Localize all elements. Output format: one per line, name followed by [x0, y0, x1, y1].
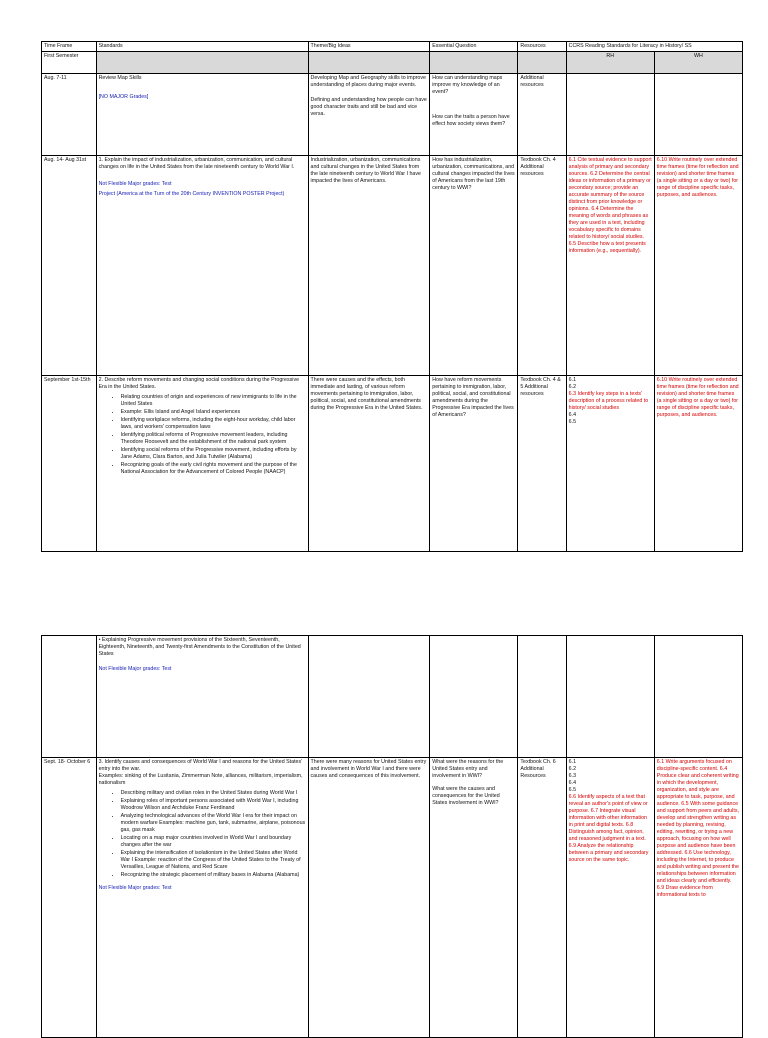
rh-standards-cell: 6.1 Cite textual evidence to support analysis of primary and secondary sources. 6.2 Determine the central ideas or information of a primary or secondary source; provide an accurate summary of the source distinct from prior knowledge or opinions. 6.4 Determine the meaning of words and phrases as they are used in a text, including vocabulary specific to domains related to history/ social studies. 6.5 Describe how a text presents information (e.g., sequentially). [566, 155, 654, 375]
resources-cell: Textbook Ch. 6 Additional Resources [518, 758, 566, 1038]
standard-bullets [99, 394, 306, 476]
header-standards: Standards [96, 42, 308, 52]
eq-text: What were the causes and consequences for the United States involvement in WWI? [432, 785, 500, 806]
standard-bullets [99, 790, 306, 879]
list-item: • Identifying political reforms of Progressive movement leaders, including Theodore Roosevelt and the establishment of the national park system [121, 432, 306, 446]
essential-question-cell [430, 758, 518, 1038]
rh-cell [566, 73, 654, 155]
list-item: • Explaining roles of important persons associated with World War I, including Woodrow Wilson and Archduke Franz Ferdinand [121, 798, 306, 812]
rh-item: 6.1 [568, 376, 577, 383]
eq-text: How can understanding maps improve my knowledge of an event? [432, 74, 503, 95]
essential-question-cell [430, 73, 518, 155]
semester-gray-cell [518, 51, 566, 73]
standard-text: • Explaining Progressive movement provisions of the Sixteenth, Seventeenth, Eighteenth, Nineteenth, and Twenty-first Amendments to the Constitution of the United States [98, 637, 301, 657]
rh-item: 6.4 [568, 411, 577, 418]
time-cell [42, 636, 97, 758]
rh-item: 6.1 [568, 759, 577, 765]
header-theme: Theme/Big Ideas [308, 42, 430, 52]
list-item: • Relating countries of origin and experiences of new immigrants to life in the United States [121, 394, 306, 408]
essential-question-cell [430, 636, 518, 758]
wh-standards-cell: 6.10 Write routinely over extended time frames (time for reflection and revision) and shorter time frames (a single sitting or a day or two) for range of discipline specific tasks, purposes, and audiences. [654, 155, 742, 375]
standards-cell [96, 155, 308, 375]
header-essential-question: Essential Question [430, 42, 518, 52]
wh-standards-cell: 6.1 Write arguments focused on discipline-specific content. 6.4 Produce clear and coherent writing in which the development, organization, and style are appropriate to task, purpose, and audience. 6.5 With some guidance and support from peers and adults, develop and strengthen writing as needed by planning, revising, editing, rewriting, or trying a new approach, focusing on how well purpose and audience have been addressed. 6.6 Use technology, including the Internet, to produce and publish writing and present the relationships between information and ideas clearly and efficiently. 6.9 Draw evidence from informational texts to [654, 758, 742, 1038]
document-page-1 [41, 41, 743, 552]
essential-question-cell: How has industrialization, urbanization, communications, and cultural changes impacted the lives of Americans from the last 19th century to WWI? [430, 155, 518, 375]
list-item: • Example: Ellis Island and Angel Island experiences [121, 409, 306, 416]
header-time-frame: Time Frame [42, 42, 97, 52]
theme-text: Developing Map and Geography skills to improve understanding of places during major events. [310, 74, 426, 88]
table-row [42, 375, 743, 551]
table-row [42, 636, 743, 758]
semester-gray-cell [308, 51, 430, 73]
rh-item: 6.3 [568, 772, 577, 779]
standard-text: 1. Explain the impact of industrialization, urbanization, communication, and cultural changes on life in the United States from the late nineteenth century to World War I. [98, 156, 295, 170]
theme-cell: There were many reasons for United States entry and involvement in World War I and there were causes and consequences of this involvement. [308, 758, 430, 1038]
wh-standards-cell: 6.10 Write routinely over extended time frames (time for reflection and revision) and shorter time frames (a single sitting or a day or two) for range of discipline specific tasks, purposes, and audiences. [654, 375, 742, 551]
time-cell: Sept. 18- October 6 [42, 758, 97, 1038]
table-row [42, 155, 743, 375]
eq-text: How can the traits a person have effect how society views them? [432, 113, 510, 127]
rh-standards-cell [566, 758, 654, 1038]
rh-item: 6.6 Identify aspects of a text that reveal an author's point of view or purpose. 6.7 Integrate visual information with other information in print and digital texts. 6.8 Distinguish among fact, opinion, and reasoned judgment in a text. 6.9 Analyze the relationship between a primary and secondary source on the same topic. [568, 793, 649, 863]
standards-cell [96, 375, 308, 551]
theme-text: Defining and understanding how people can have good character traits and still be bad and vice versa. [310, 96, 427, 117]
rh-item: 6.5 [568, 418, 577, 425]
list-item: • Locating on a map major countries involved in World War I and boundary changes after the war [121, 835, 306, 849]
resources-cell [518, 636, 566, 758]
theme-cell [308, 73, 430, 155]
standards-cell [96, 758, 308, 1038]
essential-question-cell: How have reform movements pertaining to immigration, labor, political, social, and constitutional amendments during the Progressive Era impacted the lives of Americans? [430, 375, 518, 551]
theme-cell: Industrialization, urbanization, communications and cultural changes in the United States from the late nineteenth century to World War I have impacted the lives of Americans. [308, 155, 430, 375]
time-cell: September 1st-15th [42, 375, 97, 551]
eq-text: What were the reasons for the United States entry and involvement in WWI? [432, 759, 504, 779]
rh-item: 6.3 Identify key steps in a texts' description of a process related to history/ social studies [568, 390, 649, 411]
project-note: Project (America at the Turn of the 20th Century INVENTION POSTER Project) [98, 190, 285, 197]
wh-label: WH [654, 51, 742, 73]
standards-cell [96, 636, 308, 758]
table-row [42, 73, 743, 155]
grades-note: [NO MAJOR Grades] [98, 93, 149, 100]
rh-item: 6.5 [568, 786, 577, 793]
first-semester-label: First Semester [42, 51, 97, 73]
wh-cell [654, 73, 742, 155]
standards-cell [96, 73, 308, 155]
header-ccrs: CCRS Reading Standards for Literacy in History/ SS [566, 42, 742, 52]
curriculum-table-page-1 [41, 41, 743, 552]
theme-cell [308, 636, 430, 758]
standard-text: 2. Describe reform movements and changing social conditions during the Progressive Era in the United States. [98, 376, 300, 390]
semester-gray-cell [430, 51, 518, 73]
curriculum-table-page-2 [41, 635, 743, 1038]
wh-cell [654, 636, 742, 758]
rh-item: 6.4 [568, 779, 577, 786]
bullet-text: Explaining Progressive movement provisions of the Sixteenth, Seventeenth, Eighteenth, Nineteenth, and Twenty-first Amendments to the Constitution of the United States [98, 637, 301, 657]
list-item: • Describing military and civilian roles in the United States during World War I [121, 790, 306, 797]
resources-cell: Textbook Ch. 4 Additional resources [518, 155, 566, 375]
list-item: • Recognizing goals of the early civil rights movement and the purpose of the National Association for the Advancement of Colored People (NAACP) [121, 462, 306, 476]
grades-note: Not Flexible Major grades: Test [98, 665, 172, 672]
standards-text: Review Map Skills [98, 74, 142, 81]
semester-gray-cell [96, 51, 308, 73]
time-cell: Aug. 7-11 [42, 73, 97, 155]
rh-item: 6.2 [568, 765, 577, 772]
time-cell: Aug. 14- Aug 31st [42, 155, 97, 375]
grades-note: Not Flexible Major grades: Test [98, 180, 172, 187]
list-item: • Identifying social reforms of the Progressive movement, including efforts by Jane Adams, Clara Barton, and Julia Tutwiler (Alabama) [121, 447, 306, 461]
list-item: • Analyzing technological advances of the World War I era for their impact on modern warfare Examples: machine gun, tank, submarine, airplane, poisonous gas, gas mask [121, 813, 306, 834]
theme-cell: There were causes and the effects, both immediate and lasting, of various reform movements pertaining to immigration, labor, political, social, and constitutional amendments during the Progressive Era in the United States. [308, 375, 430, 551]
standard-text: 3. Identify causes and consequences of World War I and reasons for the United States' entry into the war. [98, 759, 303, 772]
table-row [42, 758, 743, 1038]
rh-item: 6.2 [568, 383, 577, 390]
rh-label: RH [566, 51, 654, 73]
resources-cell: Additional resources [518, 73, 566, 155]
header-row [42, 42, 743, 52]
examples-text: Examples: sinking of the Lusitania, Zimmerman Note, alliances, militarism, imperialism, nationalism [98, 772, 303, 786]
list-item: • Identifying workplace reforms, including the eight-hour workday, child labor laws, and workers' compensation laws [121, 417, 306, 431]
list-item: • Recognizing the strategic placement of military bases in Alabama (Alabama) [121, 872, 306, 879]
header-resources: Resources [518, 42, 566, 52]
resources-cell: Textbook Ch. 4 & 5 Additional resources [518, 375, 566, 551]
grades-note: Not Flexible Major grades: Test [98, 884, 172, 891]
document-page-2 [41, 635, 743, 1038]
list-item: • Explaining the intensification of isolationism in the United States after World War I Example: reaction of the Congress of the United States to the Treaty of Versailles, League of Nations, and Red Scare [121, 850, 306, 871]
rh-standards-cell [566, 375, 654, 551]
semester-row [42, 51, 743, 73]
rh-cell [566, 636, 654, 758]
